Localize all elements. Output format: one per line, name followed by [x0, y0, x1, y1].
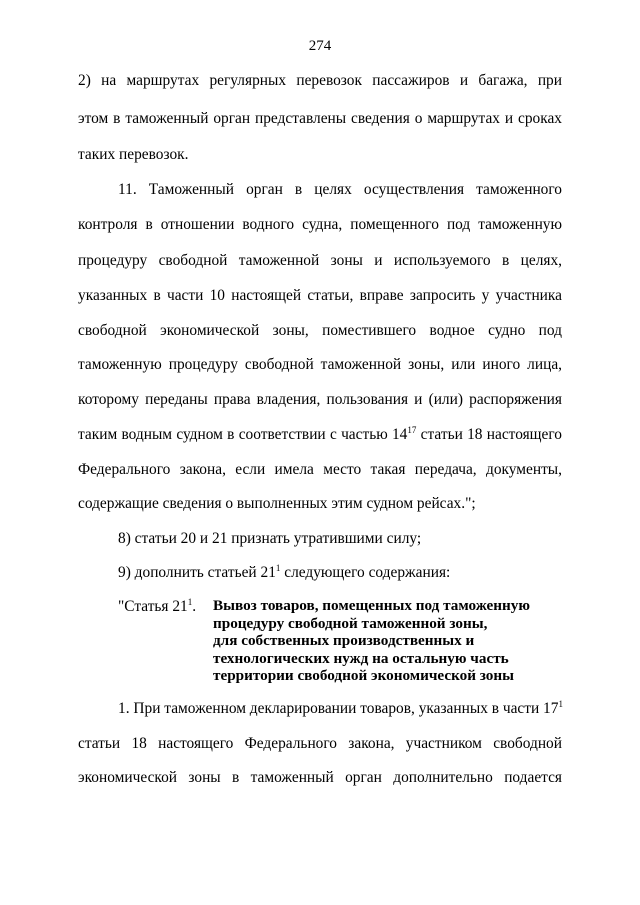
article-title-line: Вывоз товаров, помещенных под таможенную	[213, 597, 530, 614]
text-line: таможенную процедуру свободной таможенной зоны, или иного лица,	[78, 356, 562, 373]
text-line: контроля в отношении водного судна, помещенного под таможенную	[78, 216, 562, 233]
text-line: 11. Таможенный орган в целях осуществления таможенного	[118, 181, 562, 198]
text-line: статьи 18 настоящего Федерального закона, участником свободной	[78, 735, 562, 752]
text-line: Федерального закона, если имела место такая передача, документы,	[78, 461, 562, 478]
superscript: 1	[187, 597, 193, 607]
text-line: содержащие сведения о выполненных этим судном рейсах.";	[78, 495, 476, 512]
text-line: указанных в части 10 настоящей статьи, вправе запросить у участника	[78, 287, 562, 304]
text-line: 1. При таможенном декларировании товаров, указанных в части $17^1$	[118, 699, 563, 717]
text-line: этом в таможенный орган представлены сведения о маршрутах и сроках	[78, 110, 562, 127]
text-line: таких перевозок.	[78, 146, 189, 163]
superscript: 1	[558, 699, 563, 709]
text-line: процедуру свободной таможенной зоны и используемого в целях,	[78, 252, 562, 269]
superscript: 17	[407, 425, 417, 435]
article-title	[213, 597, 543, 685]
text-line: 9) дополнить статьей $21^1$ следующего содержания:	[118, 563, 451, 581]
text-line: 8) статьи 20 и 21 признать утратившими силу;	[118, 530, 422, 547]
superscript: 1	[275, 563, 281, 573]
text-line: 2) на маршрутах регулярных перевозок пассажиров и багажа, при	[78, 72, 562, 89]
text-line: свободной экономической зоны, поместившего водное судно под	[78, 322, 562, 339]
page-number: 274	[308, 38, 332, 54]
article-title-line: технологических нужд на остальную часть	[213, 649, 509, 667]
text-line: которому переданы права владения, пользования и (или) распоряжения	[78, 391, 562, 408]
text-line: таким водным судном в соответствии с частью $14^{17}$ статьи 18 настоящего	[78, 425, 562, 443]
article-label: "Статья $21^1$.	[118, 597, 197, 615]
article-title-line: процедуру свободной таможенной зоны,	[213, 614, 488, 632]
article-title-line: территории свободной экономической зоны	[213, 667, 514, 684]
text-line: экономической зоны в таможенный орган дополнительно подается	[78, 769, 562, 786]
article-title-line: для собственных производственных и	[213, 632, 475, 649]
